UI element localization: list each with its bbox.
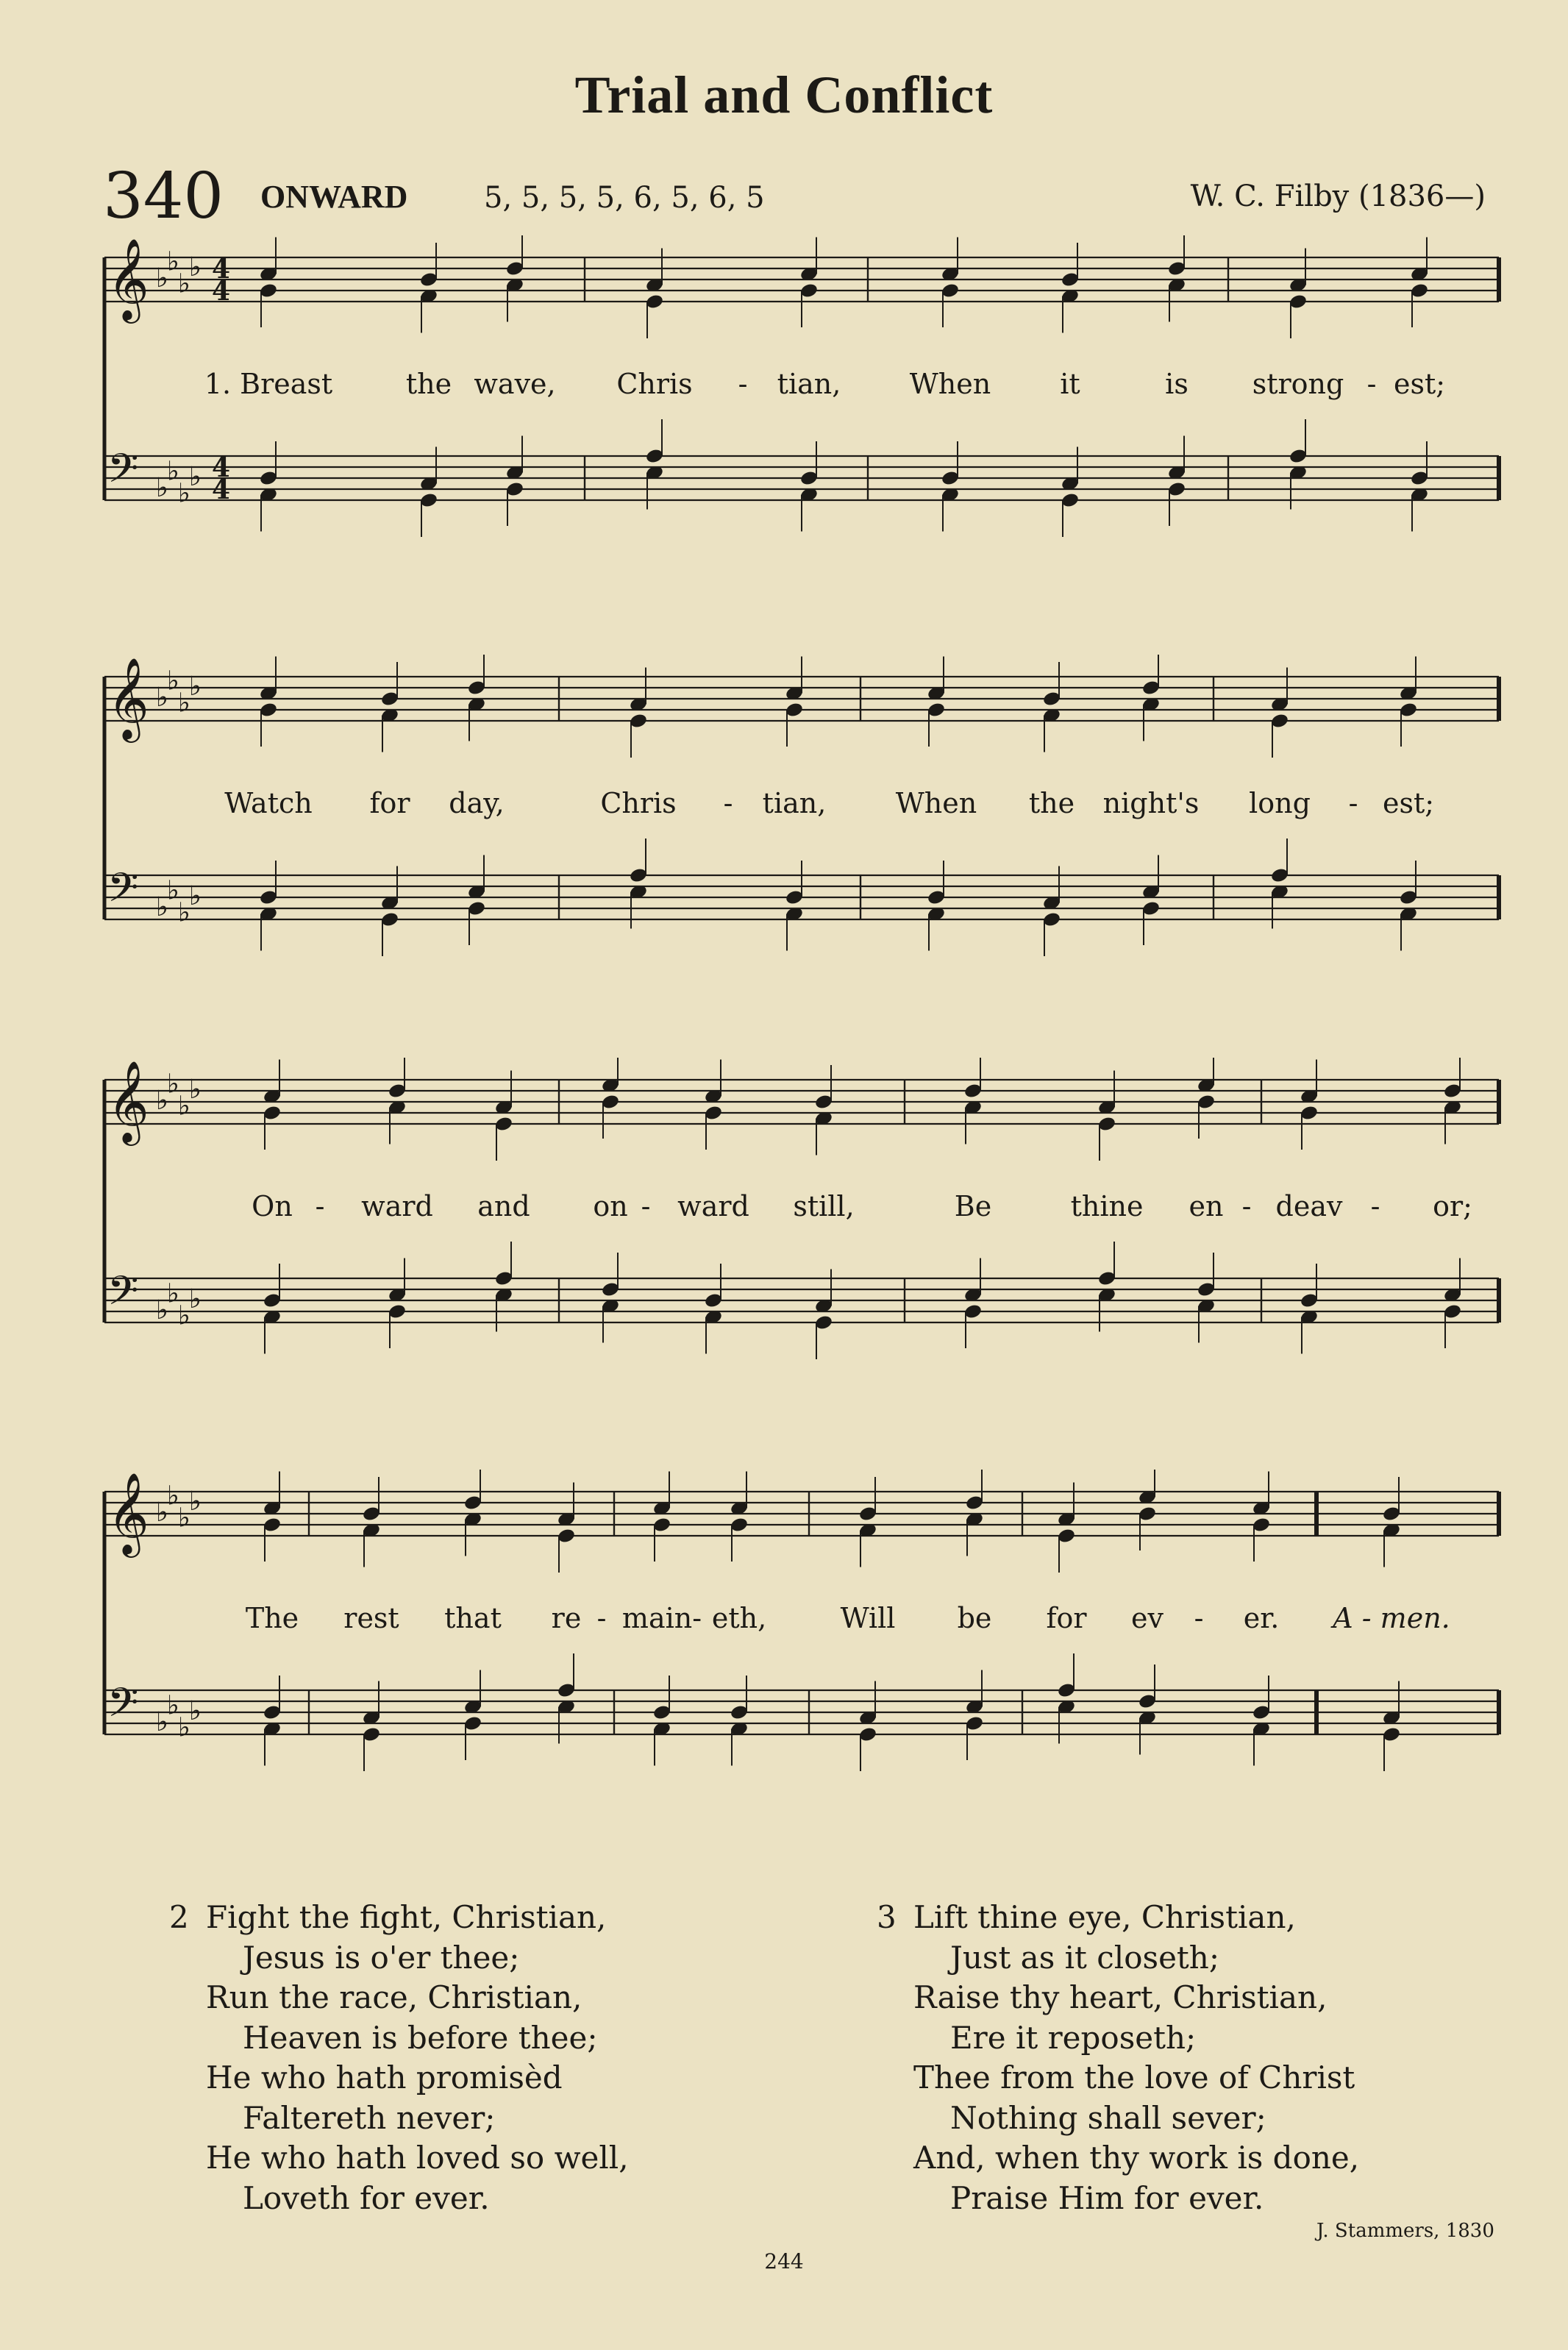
verse-line: 3 Lift thine eye, Christian,: [877, 1898, 1359, 1938]
verse-line: Nothing shall sever;: [950, 2099, 1266, 2136]
flat-icon: ♭: [178, 1503, 190, 1534]
music-system-1: [96, 235, 1508, 559]
lyric: night's: [1102, 787, 1200, 819]
bass-clef-icon: 𝄢: [107, 1267, 139, 1324]
treble-clef-icon: 𝄞: [107, 657, 149, 739]
tune-name: ONWARD: [260, 179, 408, 215]
lyric: long: [1249, 787, 1311, 819]
music-system-4: [96, 1470, 1508, 1793]
lyric: -: [738, 368, 748, 400]
lyric: or;: [1433, 1190, 1472, 1222]
score-staves-4: [96, 1470, 1508, 1837]
verse-line: He who hath promisèd: [206, 2059, 563, 2096]
flat-icon: ♭: [156, 263, 168, 293]
lyric: eth,: [711, 1602, 767, 1634]
lyric: -: [1241, 1190, 1252, 1222]
verse-line: Run the race, Christian,: [206, 1979, 582, 2015]
lyric: on: [593, 1190, 628, 1222]
flat-icon: ♭: [189, 1284, 202, 1314]
lyric: that: [444, 1602, 502, 1634]
flat-icon: ♭: [167, 1069, 179, 1100]
composer: W. C. Filby (1836—): [1190, 179, 1486, 213]
lyric: Will: [840, 1602, 896, 1634]
flat-icon: ♭: [178, 1300, 190, 1331]
lyric: for: [1046, 1602, 1087, 1634]
lyric: wave,: [474, 368, 556, 400]
flat-icon: ♭: [189, 672, 202, 702]
lyric: -: [641, 1190, 651, 1222]
verse-line: Faltereth never;: [243, 2099, 496, 2136]
time-signature-numerator: 4: [212, 452, 231, 483]
flat-icon: ♭: [189, 1486, 202, 1517]
lyric: is: [1165, 368, 1189, 400]
lyric: -: [1348, 787, 1358, 819]
flat-icon: ♭: [167, 666, 179, 697]
flat-icon: ♭: [189, 881, 202, 911]
treble-clef-icon: 𝄞: [107, 1472, 149, 1554]
verse-line: Loveth for ever.: [243, 2179, 490, 2216]
lyric: it: [1060, 368, 1080, 400]
flat-icon: ♭: [156, 1498, 168, 1528]
verse-line: Praise Him for ever.: [950, 2179, 1264, 2216]
verse-line: Heaven is before thee;: [243, 2019, 598, 2056]
lyric: for: [369, 787, 410, 819]
verse-line: Just as it closeth;: [950, 1939, 1220, 1976]
bass-clef-icon: 𝄢: [107, 445, 139, 502]
lyric: -: [1370, 1190, 1380, 1222]
lyric: Be: [954, 1190, 992, 1222]
flat-icon: ♭: [167, 1481, 179, 1512]
flat-icon: ♭: [167, 1690, 179, 1721]
flat-icon: ♭: [189, 1075, 202, 1105]
flat-icon: ♭: [156, 473, 168, 503]
flat-icon: ♭: [167, 875, 179, 906]
verse-number: 2: [169, 1899, 189, 1935]
hymn-header: [103, 160, 1486, 233]
lyric: the: [405, 368, 452, 400]
verse-3: [877, 1898, 1359, 2218]
lyric: and: [477, 1190, 530, 1222]
flat-icon: ♭: [156, 892, 168, 922]
verse-2: [169, 1898, 629, 2218]
lyric: still,: [793, 1190, 855, 1222]
treble-clef-icon: 𝄞: [107, 1060, 149, 1142]
lyric: Chris: [600, 787, 677, 819]
music-system-3: [96, 1058, 1508, 1381]
treble-clef-icon: 𝄞: [107, 238, 149, 320]
verse-line: 2 Fight the fight, Christian,: [169, 1898, 629, 1938]
verse-line: Raise thy heart, Christian,: [913, 1979, 1328, 2015]
lyric: ward: [677, 1190, 749, 1222]
flat-icon: ♭: [189, 252, 202, 282]
bass-clef-icon: 𝄢: [107, 1679, 139, 1736]
flat-icon: ♭: [178, 897, 190, 928]
section-title: Trial and Conflict: [574, 65, 994, 124]
flat-icon: ♭: [167, 246, 179, 277]
flat-icon: ♭: [189, 1696, 202, 1726]
time-signature-denominator: 4: [212, 276, 231, 307]
lyric: tian,: [762, 787, 827, 819]
lyric: -: [315, 1190, 325, 1222]
meter: 5, 5, 5, 5, 6, 5, 6, 5: [484, 181, 765, 215]
page-number: 244: [764, 2249, 804, 2274]
lyric: ev: [1131, 1602, 1163, 1634]
lyric: er.: [1243, 1602, 1280, 1634]
flat-icon: ♭: [178, 688, 190, 719]
lyric: Chris: [616, 368, 693, 400]
verse-number: 3: [877, 1899, 897, 1935]
flat-icon: ♭: [156, 683, 168, 713]
lyric: be: [957, 1602, 992, 1634]
flat-icon: ♭: [189, 462, 202, 492]
verse-line: Jesus is o'er thee;: [243, 1939, 520, 1976]
verse-line: Ere it reposeth;: [950, 2019, 1197, 2056]
verse-line: And, when thy work is done,: [913, 2140, 1360, 2176]
lyric: -: [1366, 368, 1377, 400]
lyric: day,: [449, 787, 505, 819]
lyric: strong: [1252, 368, 1344, 400]
additional-verses: [0, 1898, 1568, 2236]
lyric: re: [551, 1602, 582, 1634]
lyric: -: [723, 787, 733, 819]
text-author: J. Stammers, 1830: [1316, 2220, 1494, 2242]
flat-icon: ♭: [156, 1295, 168, 1325]
verse-line: He who hath loved so well,: [206, 2140, 629, 2176]
lyric: The: [245, 1602, 299, 1634]
lyric: the: [1028, 787, 1075, 819]
flat-icon: ♭: [167, 1278, 179, 1309]
lyric: ward: [361, 1190, 433, 1222]
time-signature-numerator: 4: [212, 254, 231, 285]
bass-clef-icon: 𝄢: [107, 864, 139, 921]
flat-icon: ♭: [178, 1712, 190, 1743]
lyric: est;: [1382, 787, 1435, 819]
verse-line: Thee from the love of Christ: [913, 2059, 1355, 2096]
time-signature-denominator: 4: [212, 474, 231, 505]
lyric: tian,: [777, 368, 841, 400]
flat-icon: ♭: [178, 1091, 190, 1122]
lyric: On: [252, 1190, 293, 1222]
flat-icon: ♭: [156, 1086, 168, 1116]
flat-icon: ♭: [178, 268, 190, 299]
lyric: 1. Breast: [204, 368, 333, 400]
lyric: rest: [343, 1602, 399, 1634]
lyric: thine: [1070, 1190, 1144, 1222]
flat-icon: ♭: [167, 456, 179, 487]
flat-icon: ♭: [178, 478, 190, 509]
hymn-number: 340: [103, 160, 224, 233]
lyric: -: [596, 1602, 607, 1634]
lyric: est;: [1393, 368, 1446, 400]
flat-icon: ♭: [156, 1707, 168, 1737]
lyric: When: [895, 787, 977, 819]
lyric: deav: [1275, 1190, 1343, 1222]
lyric: -: [1194, 1602, 1204, 1634]
lyric: en: [1189, 1190, 1224, 1222]
lyric: main-: [621, 1602, 702, 1634]
music-system-2: [96, 655, 1508, 978]
lyric: Watch: [224, 787, 313, 819]
lyric-amen: A - men.: [1333, 1602, 1450, 1634]
lyric: When: [909, 368, 991, 400]
